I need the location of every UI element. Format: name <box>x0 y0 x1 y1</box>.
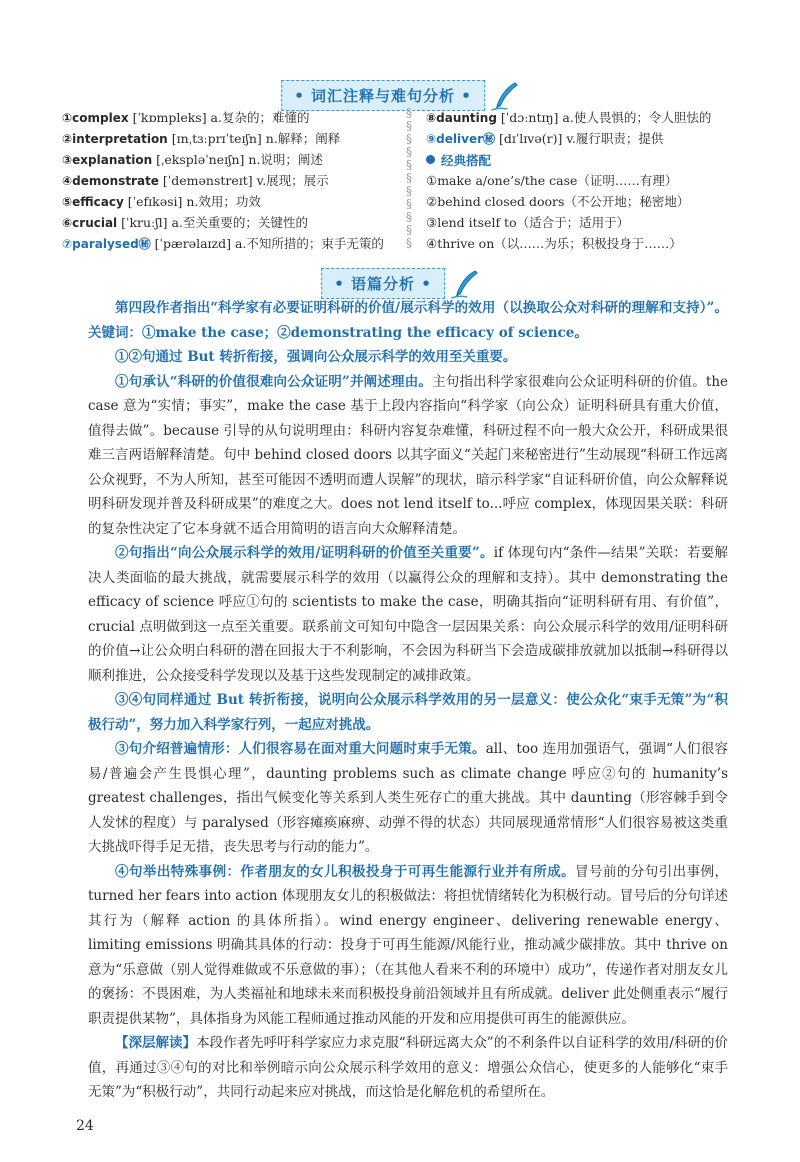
vocab-item: ②interpretation [ɪnˌtɜːprɪˈteɪʃn] n.解释；阐释 <box>62 131 341 146</box>
paragraph-analysis: ④句举出特殊事例：作者朋友的女儿积极投身于可再生能源行业并有所成。冒号前的分句引出事例，turned her fears into action 体现朋友女儿的积极做法：将担忧情绪转化为积极行动。冒号后的分句详述其行为（解释 action 的具体所指）。wind energy engineer、delivering renewable energy、limiting emissions 明确其具体的行动：投身于可再生能源/风能行业，推动减少碳排放。其中 thrive on 意为“乐意做（别人觉得难做或不乐意做的事）；（在其他人看来不利的环境中）成功”，传递作者对朋友女儿的褒扬：不畏困难，为人类福祉和地球未来而积极投身前沿领域并且有所成就。deliver 此处侧重表示“履行职责提供某物”，具体指身为风能工程师通过推动风能的开发和应用提供可再生的能源供应。 <box>88 863 729 1027</box>
vocab-item: ⑥crucial [ˈkruːʃl] a.至关重要的；关键性的 <box>62 215 308 230</box>
page-number: 24 <box>76 1118 94 1134</box>
vocab-item: ③explanation [ˌekspləˈneɪʃn] n.说明；阐述 <box>62 152 323 167</box>
paragraph-analysis: ①句承认“科研的价值很难向公众证明”并阐述理由。主句指出科学家很难向公众证明科研的价值。the case 意为“实情；事实”，make the case 基于上段内容指向“科学家（向公众）证明科研具有重大价值，值得去做”。because 引导的从句说明理由：科研内容复杂难懂，科研过程不向一般大众公开，科研成果很难三言两语解释清楚。句中 behind closed doors 以其字面义“关起门来秘密进行”生动展现“科研工作远离公众视野，不为人所知，甚至可能因不透明而遭人误解”的现状，暗示科学家“自证科研价值，向公众解释说明科研发现并普及科研成果”的难度之大。does not lend itself to...呼应 complex，体现因果关联：科研的复杂性决定了它本身就不适合用简明的语言向大众解释清楚。 <box>88 373 729 537</box>
collocation-item: ③lend itself to（适合于；适用于） <box>426 215 630 230</box>
bullet-dot-icon <box>426 155 435 164</box>
text-analysis-title: • 语篇分析 • <box>321 268 445 299</box>
vocab-left-column <box>62 107 392 254</box>
column-divider: § § § § § § § § § § § <box>406 107 412 250</box>
text-analysis-body <box>88 296 728 1105</box>
vocab-item: ④demonstrate [ˈdemənstreɪt] v.展现；展示 <box>62 173 329 188</box>
quill-pen-icon <box>491 81 519 111</box>
vocab-item: ⑧daunting [ˈdɔːntɪŋ] a.使人畏惧的；令人胆怯的 <box>426 110 712 125</box>
collocation-heading: 经典搭配 <box>426 149 756 170</box>
collocation-item: ②behind closed doors（不公开地；秘密地） <box>426 194 690 209</box>
deep-reading-paragraph: 【深层解读】本段作者先呼吁科学家应力求克服“科研远离大众”的不利条件以自证科学的效用/科研的价值，再通过③④句的对比和举例暗示向公众展示科学效用的意义：增强公众信心，使更多的人能够化“束手无策”为“积极行动”，共同行动起来应对挑战，而这恰是化解危机的希望所在。 <box>88 1035 729 1100</box>
text-analysis-banner <box>321 268 479 299</box>
paragraph-summary: 第四段作者指出“科学家有必要证明科研的价值/展示科学的效用（以换取公众对科研的理解和支持）”。关键词：①make the case；②demonstrating the efficacy of science。 <box>88 300 728 341</box>
vocab-item: ⑨deliver㊙ [dɪˈlɪvə(r)] v.履行职责；提供 <box>426 131 664 146</box>
collocation-item: ①make a/one’s/the case（证明……有理） <box>426 173 678 188</box>
vocab-item: ①complex [ˈkɒmpleks] a.复杂的；难懂的 <box>62 110 310 125</box>
vocab-right-column <box>426 107 756 254</box>
vocab-section-title: • 词汇注释与难句分析 • <box>281 80 485 111</box>
vocab-notes <box>62 107 752 257</box>
vocab-item: ⑦paralysed㊙ [ˈpærəlaɪzd] a.不知所措的；束手无策的 <box>62 236 384 251</box>
paragraph-analysis: ③句介绍普遍情形：人们很容易在面对重大问题时束手无策。all、too 连用加强语气，强调“人们很容易/普遍会产生畏惧心理”，daunting problems such as climate change 呼应②句的 humanity’s greatest challenges，指出气候变化等关系到人类生死存亡的重大挑战。其中 daunting（形容棘手到令人发怵的程度）与 paralysed（形容瘫痪麻痹、动弹不得的状态）共同展现通常情形“人们很容易被这类重大挑战吓得手足无措，丧失思考与行动的能力”。 <box>88 741 729 855</box>
vocab-item: ⑤efficacy [ˈefɪkəsi] n.效用；功效 <box>62 194 261 209</box>
quill-pen-icon <box>451 269 479 299</box>
paragraph-point: ①②句通过 But 转折衔接，强调向公众展示科学的效用至关重要。 <box>115 349 517 365</box>
paragraph-analysis: ②句指出“向公众展示科学的效用/证明科研的价值至关重要”。if 体现句内“条件—结果”关联：若要解决人类面临的最大挑战，就需要展示科学的效用（以赢得公众的理解和支持）。其中 demonstrating the efficacy of science 呼应①句的 scientists to make the case，明确其指向“证明科研有用、有价值”，crucial 点明做到这一点至关重要。联系前文可知句中隐含一层因果关系：向公众展示科学的效用/证明科研的价值→让公众明白科研的潜在回报大于不利影响，不会因为科研当下会造成碳排放就加以抵制→科研得以顺利推进，公众接受科学发现以及基于这些发现制定的减排政策。 <box>88 545 728 684</box>
collocation-item: ④thrive on（以……为乐；积极投身于……） <box>426 236 682 251</box>
paragraph-point: ③④句同样通过 But 转折衔接，说明向公众展示科学效用的另一层意义：使公众化“束手无策”为“积极行动”，努力加入科学家行列，一起应对挑战。 <box>88 692 728 733</box>
